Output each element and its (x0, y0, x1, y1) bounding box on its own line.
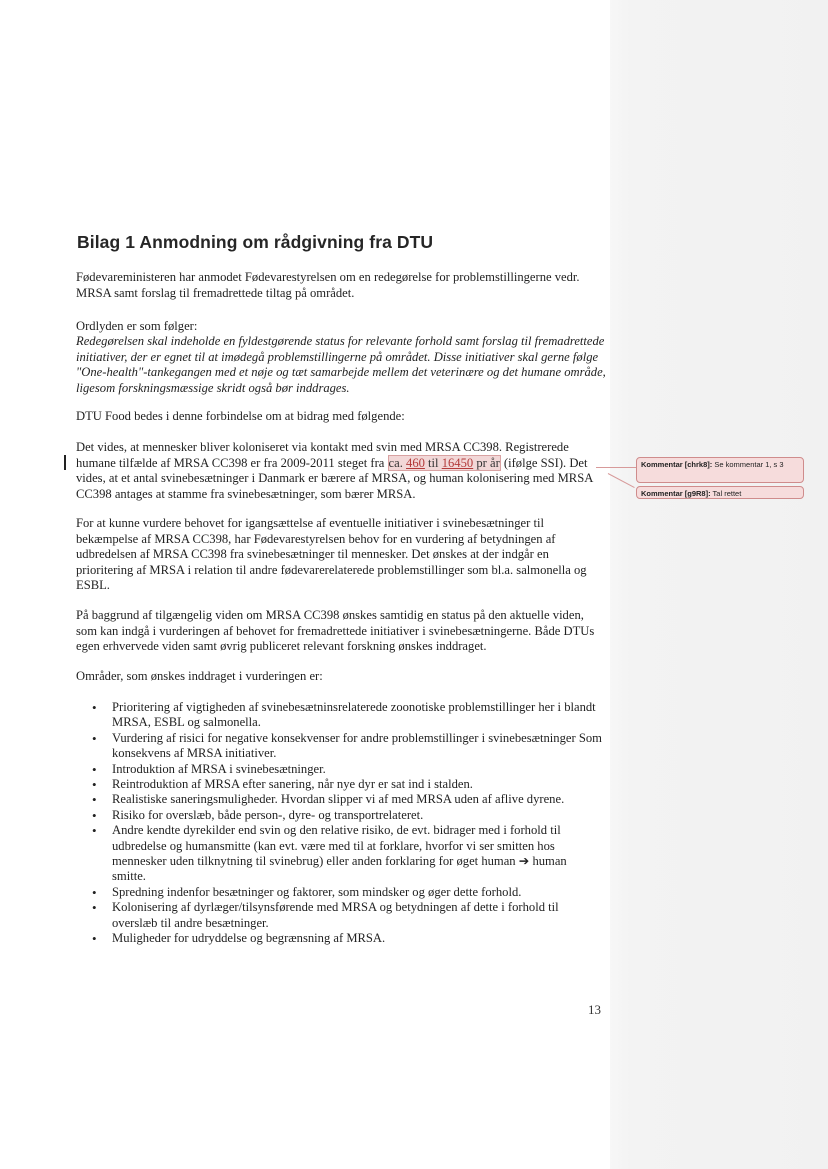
list-item: • Muligheder for udryddelse og begrænsning af MRSA. (92, 931, 602, 946)
list-item: • Realistiske saneringsmuligheder. Hvordan slipper vi af med MRSA uden af aflive dyrene. (92, 792, 602, 807)
comment-author: Kommentar [chrk8]: (641, 460, 713, 469)
comment-balloon[interactable] (636, 486, 804, 499)
list-item: • Introduktion af MRSA i svinebesætninger. (92, 762, 602, 777)
comment-text: Se kommentar 1, s 3 (714, 460, 784, 469)
list-item: • Kolonisering af dyrlæger/tilsynsførende med MRSA og betydningen af dette i forhold til overslæb til andre besætninger. (92, 900, 602, 931)
cc398-text-start: Det vides, at mennesker bliver koloniseret via kontakt med svin med MRSA CC398. Registrerede humane tilfælde af MRSA CC398 er fra 2009-2011 steget fra (76, 440, 569, 470)
list-item: • Andre kendte dyrekilder end svin og den relative risiko, de evt. bidrager med i forhold til udbredelse og humansmitte (kan evt. være med til at forklare, hvorfor vi ser smitten hos mennesker uden tilknytning til svinebrug) eller anden forklaring for øget human ➔ human smitte. (92, 823, 602, 885)
comment-balloon[interactable] (636, 457, 804, 483)
list-item: • Spredning indenfor besætninger og faktorer, som mindsker og øger dette forhold. (92, 885, 602, 900)
cc398-text-end: (ifølge SSI). Det vides, at et antal svinebesætninger i Danmark er bærere af MRSA, og human kolonisering med MRSA CC398 antages at stamme fra svinebesætninger, som bærer MRSA. (76, 455, 593, 501)
page-number: 13 (588, 1002, 601, 1017)
request-line: DTU Food bedes i denne forbindelse om at bidrag med følgende: (76, 409, 405, 423)
wording-label: Ordlyden er som følger: (76, 319, 198, 333)
comment-author: Kommentar [g9R8]: (641, 489, 711, 498)
cc398-paragraph (76, 440, 606, 502)
revision-change-bar (64, 455, 66, 470)
initiatives-paragraph: For at kunne vurdere behovet for igangsættelse af eventuelle initiativer i svinebesætninger til bekæmpelse af MRSA CC398, har Fødevarestyrelsen behov for en vurdering af betydningen af udbredelsen af MRSA CC398 fra svinebesætninger til mennesker. Det ønskes at der indgår en prioritering af MRSA i relation til andre fødevarerelaterede problemstillinger som bl.a. salmonella og ESBL. (76, 516, 587, 592)
areas-bullet-list (92, 700, 602, 947)
highlight-number-from: 460 (406, 455, 425, 470)
list-item: • Risiko for overslæb, både person-, dyre- og transportrelateret. (92, 808, 602, 823)
list-item: • Vurdering af risici for negative konsekvenser for andre problemstillinger i svinebesætninger Som konsekvens af MRSA initiativer. (92, 731, 602, 762)
highlight-til: til (424, 455, 442, 470)
intro-paragraph: Fødevareministeren har anmodet Fødevarestyrelsen om en redegørelse for problemstillingerne vedr. MRSA samt forslag til fremadrettede tiltag på området. (76, 270, 580, 300)
areas-label: Områder, som ønskes inddraget i vurderingen er: (76, 669, 323, 683)
comment-text: Tal rettet (712, 489, 742, 498)
knowledge-paragraph: På baggrund af tilgængelig viden om MRSA CC398 ønskes samtidig en status på den aktuelle viden, som kan indgå i vurderingen af behovet for fremadrettede initiativer i svinebesætningerne. Både DTUs egen erhvervede viden samt øvrig publiceret relevant forskning ønskes inddraget. (76, 608, 595, 653)
highlight-ca: ca. (388, 455, 407, 470)
list-item: • Reintroduktion af MRSA efter sanering, når nye dyr er sat ind i stalden. (92, 777, 602, 792)
highlight-number-to: 16450 (441, 455, 474, 470)
page-heading: Bilag 1 Anmodning om rådgivning fra DTU (77, 232, 434, 252)
list-item: • Prioritering af vigtigheden af svinebesætninsrelaterede zoonotiske problemstillinger her i blandt MRSA, ESBL og salmonella. (92, 700, 602, 731)
comment-connector-line (596, 467, 637, 468)
highlighted-number-range[interactable] (388, 455, 501, 471)
highlight-per-year: pr år (473, 455, 500, 470)
comment-margin-pane (610, 0, 828, 1169)
quote-paragraph: Redegørelsen skal indeholde en fyldestgørende status for relevante forhold samt forslag til fremadrettede initiativer, der er egnet til at imødegå problemstillingerne på området. Disse initiativer skal gerne følge "One-health"-tankegangen med et nøje og tæt samarbejde mellem det veterinære og det humane område, ligesom forskningsmæssige skridt også bør inddrages. (76, 334, 606, 395)
